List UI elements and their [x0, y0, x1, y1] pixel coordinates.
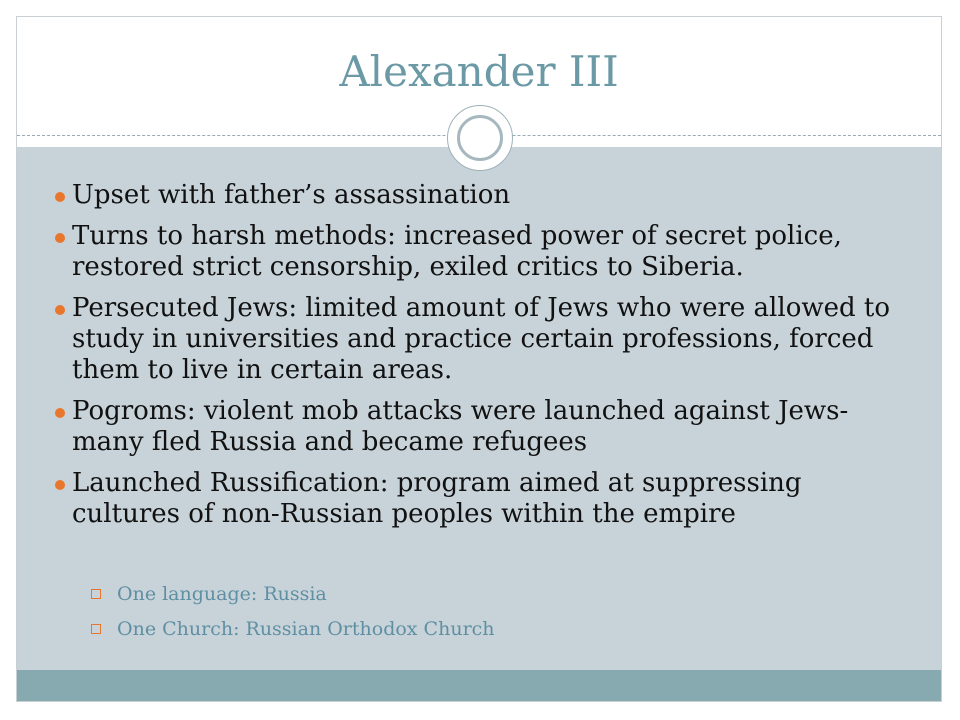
- sub-bullet-text: One Church: Russian Orthodox Church: [117, 618, 495, 640]
- sub-bullet-item: [91, 581, 495, 607]
- bullet-item: [55, 468, 915, 530]
- bullet-item: [55, 221, 915, 283]
- hollow-square-icon: [91, 589, 101, 599]
- bullet-text: Pogroms: violent mob attacks were launched against Jews-many fled Russia and became refugees: [72, 396, 849, 457]
- bullet-text: Persecuted Jews: limited amount of Jews who were allowed to study in universities and practice certain professions, forced them to live in certain areas.: [72, 293, 890, 385]
- bullet-text: Upset with father’s assassination: [72, 180, 511, 210]
- bullet-item: [55, 396, 915, 458]
- bullet-list: [55, 180, 915, 540]
- bullet-dot-icon: [55, 408, 65, 418]
- slide-frame: [16, 16, 942, 702]
- sub-bullet-text: One language: Russia: [117, 583, 327, 605]
- hollow-square-icon: [91, 624, 101, 634]
- bullet-dot-icon: [55, 192, 65, 202]
- bullet-text: Turns to harsh methods: increased power of secret police, restored strict censorship, exiled critics to Siberia.: [72, 221, 842, 282]
- sub-bullet-list: [91, 581, 495, 651]
- footer-bar: [17, 670, 941, 701]
- slide-title: Alexander III: [339, 47, 619, 96]
- sub-bullet-item: [91, 616, 495, 642]
- bullet-dot-icon: [55, 480, 65, 490]
- bullet-text: Launched Russification: program aimed at suppressing cultures of non-Russian peoples within the empire: [72, 468, 802, 529]
- bullet-dot-icon: [55, 233, 65, 243]
- bullet-item: [55, 180, 915, 211]
- circle-ornament-icon: [447, 105, 513, 171]
- bullet-item: [55, 293, 915, 386]
- bullet-dot-icon: [55, 305, 65, 315]
